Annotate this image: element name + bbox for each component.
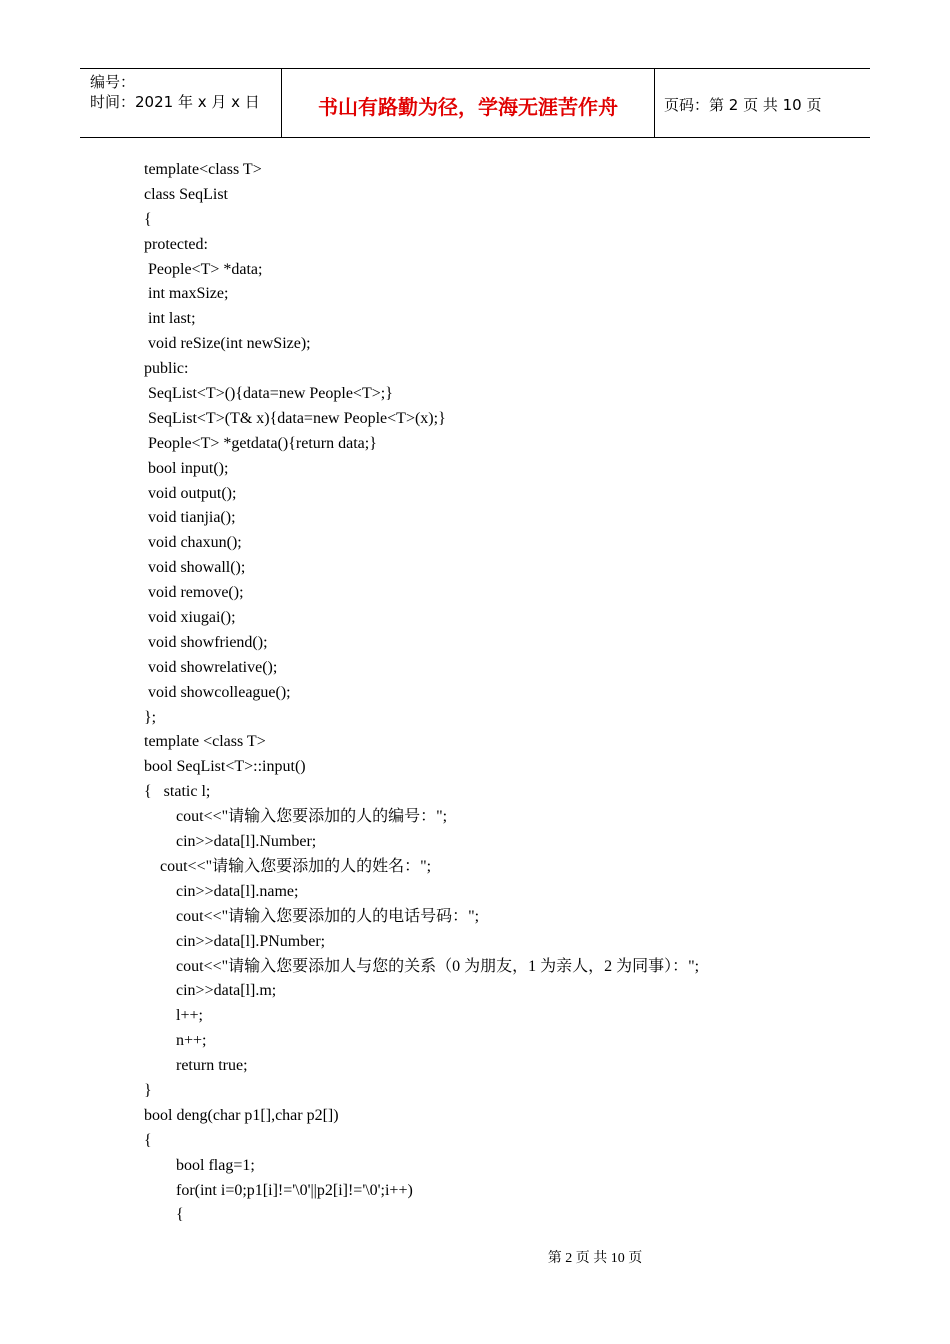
code-line: { static l;	[144, 783, 211, 801]
code-line: int last;	[144, 310, 196, 328]
code-line: cin>>data[l].Number;	[144, 833, 317, 851]
code-line: }	[144, 1081, 152, 1099]
code-line: l++;	[144, 1007, 203, 1025]
code-line: cout<<"请输入您要添加的人的姓名：";	[144, 857, 432, 875]
code-line: {	[144, 210, 152, 228]
header-page-cell	[655, 69, 870, 137]
code-line: };	[144, 708, 157, 726]
code-line: bool deng(char p1[],char p2[])	[144, 1106, 339, 1124]
code-line: void reSize(int newSize);	[144, 335, 311, 353]
code-line: People<T> *data;	[144, 260, 263, 278]
code-line: cin>>data[l].PNumber;	[144, 932, 326, 950]
code-line: cout<<"请输入您要添加的人的电话号码：";	[144, 907, 480, 925]
code-line: void chaxun();	[144, 534, 242, 552]
code-line: cout<<"请输入您要添加的人的编号：";	[144, 808, 448, 826]
code-line: People<T> *getdata(){return data;}	[144, 434, 377, 452]
code-line: void showfriend();	[144, 633, 268, 651]
code-line: void tianjia();	[144, 509, 236, 527]
code-line: for(int i=0;p1[i]!='\0'||p2[i]!='\0';i++)	[144, 1181, 413, 1199]
header-motto-cell	[282, 69, 655, 137]
code-line: cin>>data[l].m;	[144, 982, 277, 1000]
code-line: n++;	[144, 1032, 207, 1050]
code-line: {	[144, 1131, 152, 1149]
code-line: int maxSize;	[144, 285, 229, 303]
code-line: {	[144, 1206, 184, 1224]
code-line: void showcolleague();	[144, 683, 291, 701]
motto-text: 书山有路勤为径，学海无涯苦作舟	[318, 95, 618, 119]
time-label: 时间：2021 年 x 月 x 日	[90, 93, 260, 111]
code-line: class SeqList	[144, 185, 228, 203]
code-line: cout<<"请输入您要添加人与您的关系（0 为朋友，1 为亲人，2 为同事）：";	[144, 957, 700, 975]
code-line: template<class T>	[144, 161, 262, 178]
code-line: return true;	[144, 1057, 248, 1075]
code-line: cin>>data[l].name;	[144, 882, 299, 900]
page-info: 页码：第 2 页 共 10 页	[664, 96, 822, 114]
code-line: void showrelative();	[144, 658, 278, 676]
code-line: void remove();	[144, 584, 244, 602]
code-line: bool SeqList<T>::input()	[144, 758, 306, 776]
header-meta-cell	[80, 69, 282, 137]
page-header	[80, 68, 870, 138]
code-listing	[144, 158, 864, 1228]
code-line: SeqList<T>(){data=new People<T>;}	[144, 385, 393, 403]
page-footer: 第 2 页 共 10 页	[547, 1251, 643, 1266]
code-line: bool flag=1;	[144, 1156, 255, 1174]
code-line: void xiugai();	[144, 609, 236, 627]
code-line: bool input();	[144, 459, 229, 477]
code-line: template <class T>	[144, 733, 266, 751]
number-label: 编号：	[90, 73, 136, 91]
code-line: protected:	[144, 235, 208, 253]
code-line: void showall();	[144, 559, 246, 577]
code-line: void output();	[144, 484, 237, 502]
code-line: public:	[144, 360, 189, 378]
code-line: SeqList<T>(T& x){data=new People<T>(x);}	[144, 409, 446, 427]
